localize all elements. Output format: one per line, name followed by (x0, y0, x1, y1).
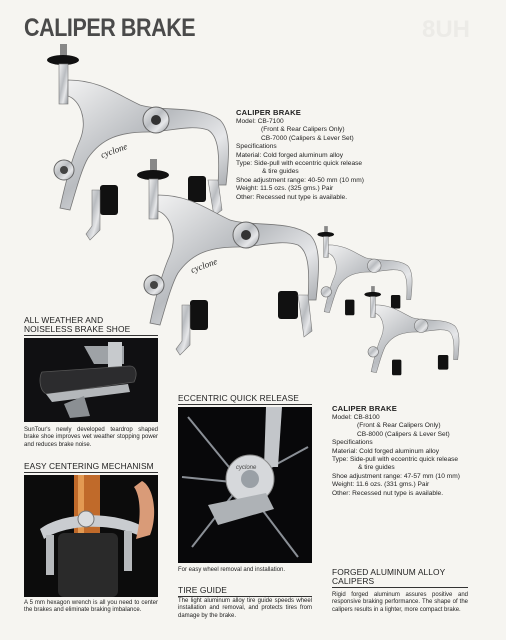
easy-centering-body: A 5 mm hexagon wrench is all you need to center the brakes and eliminate braking imbalance. (24, 600, 158, 614)
spec-heading: Specifications (236, 143, 277, 151)
caliper-small-rear (317, 226, 412, 315)
spec-other: Other: Recessed nut type is available. (236, 193, 348, 201)
spec-model-note: (Front & Rear Calipers Only) (357, 422, 441, 430)
page-title: CALIPER BRAKE (24, 14, 196, 42)
spec-model: Model: CB-8100 (332, 414, 380, 421)
spec-model: Model: CB-7100 (236, 118, 284, 125)
eccentric-caption: For easy wheel removal and installation. (178, 567, 286, 573)
spec-model-2: CB-8000 (Calipers & Lever Set) (357, 430, 450, 438)
spec-shoe-range: Shoe adjustment range: 40-50 mm (10 mm) (236, 176, 364, 184)
caliper-logo-rear: cyclone (99, 141, 129, 160)
all-weather-body: SunTour's newly developed teardrop shaped brake shoe improves wet weather stopping power and reduces brake noise. (24, 427, 158, 448)
brake-shoe-photo (24, 338, 158, 422)
easy-centering-title: EASY CENTERING MECHANISM (24, 462, 158, 473)
spec-type: Type: Side-pull with eccentric quick release (236, 160, 363, 168)
spec-model-note: (Front & Rear Calipers Only) (261, 126, 345, 134)
quick-release-logo: cyclone (236, 465, 257, 471)
spec-other: Other: Recessed nut type is available. (332, 489, 444, 497)
caliper-small-front (364, 286, 459, 375)
spec-weight: Weight: 11.5 ozs. (325 gms.) Pair (236, 185, 334, 193)
all-weather-title: ALL WEATHER AND NOISELESS BRAKE SHOE (24, 316, 158, 336)
forged-body: Rigid forged aluminum assures positive and responsive braking performance. The shape of the calipers results in a lighter, more compact brake. (332, 592, 468, 613)
spec-shoe-range: Shoe adjustment range: 47-57 mm (10 mm) (332, 472, 460, 480)
quick-release-photo (178, 407, 312, 563)
spec-block-cb7100 (236, 108, 436, 202)
spec-title: CALIPER BRAKE (332, 404, 398, 413)
forged-title: FORGED ALUMINUM ALLOY CALIPERS (332, 568, 468, 588)
tire-guide-body: The light aluminum alloy tire guide speeds wheel installation and removal, and protects tires from damage by the brake. (178, 598, 312, 619)
eccentric-title: ECCENTRIC QUICK RELEASE (178, 394, 312, 405)
spec-material: Material: Cold forged aluminum alloy (236, 151, 344, 159)
spec-model-2: CB-7000 (Calipers & Lever Set) (261, 134, 354, 142)
spec-title: CALIPER BRAKE (236, 108, 302, 117)
spec-block-cb8100 (332, 404, 502, 498)
spec-type-cont: & tire guides (358, 464, 395, 472)
tire-guide-title: TIRE GUIDE (178, 586, 312, 597)
spec-material: Material: Cold forged aluminum alloy (332, 447, 440, 455)
spec-type-cont: & tire guides (262, 168, 299, 176)
spec-heading: Specifications (332, 439, 373, 447)
caliper-illustration-small (312, 224, 472, 404)
spec-type: Type: Side-pull with eccentric quick release (332, 456, 459, 464)
caliper-logo-front: cyclone (189, 256, 219, 275)
corner-watermark: 8UH (422, 16, 471, 43)
centering-photo (24, 475, 158, 597)
spec-weight: Weight: 11.6 ozs. (331 gms.) Pair (332, 481, 430, 489)
